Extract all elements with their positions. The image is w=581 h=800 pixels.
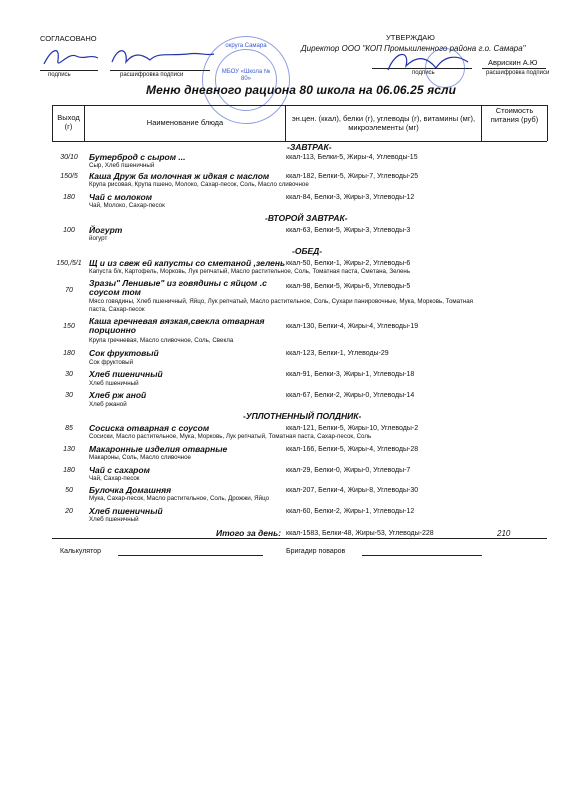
item-output: 70 <box>65 287 73 294</box>
dish-ingredients: Чай, Сахар-песок <box>89 475 140 482</box>
item-output: 50 <box>65 487 73 494</box>
dish-name: Сосиска отварная с соусом <box>89 423 210 433</box>
dish-ingredients: Капуста б/к, Картофель, Морковь, Лук репчатый, Масло растительное, Соль, Томатная паста, Сметана, Зелень <box>89 268 411 275</box>
item-output: 30 <box>65 392 73 399</box>
dish-nutrition: ккал-67, Белки-2, Жиры-0, Углеводы-14 <box>286 392 415 399</box>
section-second-breakfast: -ВТОРОЙ ЗАВТРАК- <box>265 213 348 223</box>
dish-name: Макаронные изделия отварные <box>89 444 228 454</box>
dish-name: Хлеб пшеничный <box>89 369 163 379</box>
dish-nutrition: ккал-123, Белки-1, Углеводы-29 <box>286 350 389 357</box>
approved-label: СОГЛАСОВАНО <box>40 34 97 43</box>
dish-ingredients: Сосиски, Масло растительное, Мука, Морковь, Лук репчатый, Томатная паста, Сахар-песок, Соль <box>89 433 372 440</box>
dish-ingredients: Сыр, Хлеб пшеничный <box>89 162 155 169</box>
col-price: Стоимость питания (руб) <box>490 106 539 124</box>
approve-label: УТВЕРЖДАЮ <box>386 33 435 42</box>
dish-nutrition: ккал-50, Белки-1, Жиры-2, Углеводы-6 <box>286 260 411 267</box>
dish-nutrition: ккал-166, Белки-5, Жиры-4, Углеводы-28 <box>286 446 419 453</box>
col-nutrition: эн.цен. (ккал), белки (г), углеводы (г), витамины (мг), микроэлементы (мг) <box>291 114 476 132</box>
section-afternoon-snack: -УПЛОТНЕННЫЙ ПОЛДНИК- <box>243 411 362 421</box>
dish-nutrition: ккал-98, Белки-5, Жиры-6, Углеводы-5 <box>286 283 411 290</box>
dish-name: Зразы" Ленивые" из говядины с яйцом .с соусом том <box>89 278 267 297</box>
col-output: Выход (г) <box>57 113 80 131</box>
item-output: 150 <box>63 323 75 330</box>
dish-nutrition: ккал-84, Белки-3, Жиры-3, Углеводы-12 <box>286 194 415 201</box>
dish-nutrition: ккал-113, Белки-5, Жиры-4, Углеводы-15 <box>286 154 418 161</box>
right-decode-caption: расшифровка подписи <box>486 70 550 76</box>
dish-name: Хлеб пшеничный <box>89 506 163 516</box>
dish-ingredients: Крупа рисовая, Крупа пшено, Молоко, Сахар-песок, Соль, Масло сливочное <box>89 181 309 188</box>
dish-name: Бутерброд с сыром ... <box>89 152 186 162</box>
dish-nutrition: ккал-207, Белки-4, Жиры-8, Углеводы-30 <box>286 487 419 494</box>
dish-name: Каша гречневая вязкая,свекла отварная порционно <box>89 316 265 335</box>
item-output: 30 <box>65 371 73 378</box>
left-signatures <box>38 42 218 74</box>
dish-nutrition: ккал-121, Белки-5, Жиры-10, Углеводы-2 <box>286 425 419 432</box>
dish-name: Булочка Домашняя <box>89 485 172 495</box>
item-output: 100 <box>63 227 75 234</box>
dish-nutrition: ккал-130, Белки-4, Жиры-4, Углеводы-19 <box>286 323 419 330</box>
item-output: 85 <box>65 425 73 432</box>
item-output: 130 <box>63 446 75 453</box>
dish-ingredients: Мясо говядины, Хлеб пшеничный, Яйцо, Лук репчатый, Масло растительное, Соль, Сухари панировочные, Мука, Морковь, Томатная паста, Сахар-песок <box>89 298 473 313</box>
right-sign-caption: подпись <box>412 70 435 76</box>
director-position: Директор ООО "КОП Промышленного района г.о. Самара" <box>301 44 526 53</box>
dish-ingredients: Хлеб пшеничный <box>89 516 139 523</box>
stamp-center-text: МБОУ «Школа № 80» <box>221 69 271 82</box>
left-decode-caption: расшифровка подписи <box>120 72 184 78</box>
section-breakfast: -ЗАВТРАК- <box>287 142 332 152</box>
left-sign-caption: подпись <box>48 72 71 78</box>
calculator-label: Калькулятор <box>60 548 101 555</box>
dish-ingredients: йогурт <box>89 235 108 242</box>
dish-ingredients: Хлеб пшеничный <box>89 380 139 387</box>
dish-ingredients: Крупа гречневая, Масло сливочное, Соль, Свекла <box>89 337 234 344</box>
chef-label: Бригадир поваров <box>286 548 346 555</box>
director-name: Аврискин А.Ю <box>488 58 538 67</box>
dish-nutrition: ккал-29, Белки-0, Жиры-0, Углеводы-7 <box>286 467 411 474</box>
dish-name: Каша Друж ба молочная ж идкая с маслом <box>89 171 270 181</box>
total-price: 210 <box>497 529 511 538</box>
dish-name: Йогурт <box>89 225 123 235</box>
dish-nutrition: ккал-182, Белки-5, Жиры-7, Углеводы-25 <box>286 173 419 180</box>
total-label: Итого за день: <box>216 528 282 538</box>
stamp-ring-text: округа Самара <box>225 43 267 49</box>
total-nutrition: ккал-1583, Белки-48, Жиры-53, Углеводы-228 <box>286 530 434 537</box>
item-output: 150,/5/1 <box>56 260 82 267</box>
dish-name: Чай с молоком <box>89 192 153 202</box>
col-name: Наименование блюда <box>146 118 224 127</box>
item-output: 150/5 <box>60 173 78 180</box>
item-output: 180 <box>63 350 75 357</box>
company-stamp <box>425 48 465 88</box>
dish-name: Щ и из свеж ей капусты со сметаной ,зелень <box>89 258 286 268</box>
dish-ingredients: Чай, Молоко, Сахар-песок <box>89 202 165 209</box>
dish-nutrition: ккал-91, Белки-3, Жиры-1, Углеводы-18 <box>286 371 415 378</box>
item-output: 180 <box>63 467 75 474</box>
item-output: 20 <box>65 508 73 515</box>
item-output: 30/10 <box>60 154 78 161</box>
dish-name: Хлеб рж аной <box>89 390 147 400</box>
dish-ingredients: Макароны, Соль, Масло сливочное <box>89 454 191 461</box>
dish-nutrition: ккал-60, Белки-2, Жиры-1, Углеводы-12 <box>286 508 415 515</box>
item-output: 180 <box>63 194 75 201</box>
school-stamp <box>202 36 290 124</box>
dish-ingredients: Мука, Сахар-песок, Масло растительное, Соль, Дрожжи, Яйцо <box>89 495 270 502</box>
dish-ingredients: Хлеб ржаной <box>89 401 127 408</box>
section-lunch: -ОБЕД- <box>292 246 323 256</box>
dish-name: Чай с сахаром <box>89 465 150 475</box>
dish-ingredients: Сок фруктовый <box>89 359 134 366</box>
dish-name: Сок фруктовый <box>89 348 159 358</box>
page-title: Меню дневного рациона 80 школа на 06.06.25 ясли <box>146 83 457 97</box>
dish-nutrition: ккал-63, Белки-5, Жиры-3, Углеводы-3 <box>286 227 411 234</box>
